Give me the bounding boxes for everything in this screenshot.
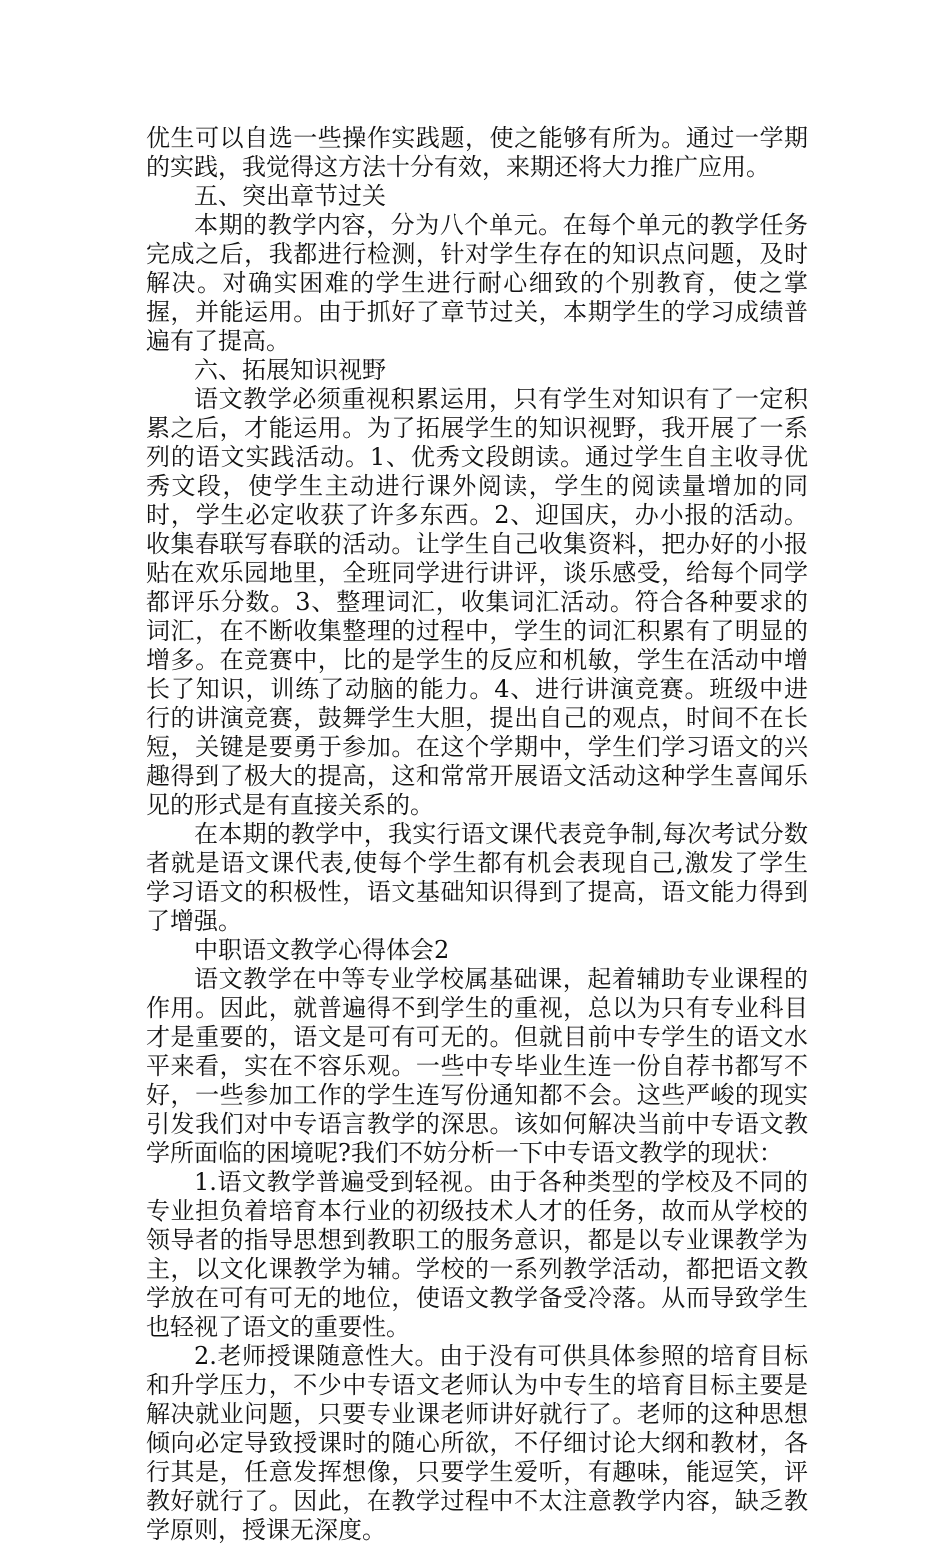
article-heading-2: 中职语文教学心得体会2 (194, 936, 450, 964)
section-heading-6: 六、拓展知识视野 (194, 356, 386, 384)
paragraph-point-2: 2.老师授课随意性大。由于没有可供具体参照的培育目标和升学压力，不少中专语文老师认为中专生的培育目标主要是解决就业问题，只要专业课老师讲好就行了。老师的这种思想倾向必定导致授课时的随心所欲，不仔细讨论大纲和教材，各行其是，任意发挥想像，只要学生爱听，有趣味，能逗笑，评教好就行了。因此，在教学过程中不太注意教学内容，缺乏教学原则，授课无深度。 (146, 1342, 808, 1544)
paragraph-section-5: 本期的教学内容，分为八个单元。在每个单元的教学任务完成之后，我都进行检测，针对学生存在的知识点问题，及时解决。对确实困难的学生进行耐心细致的个别教育，使之掌握，并能运用。由于抓好了章节过关，本期学生的学习成绩普遍有了提高。 (146, 211, 808, 355)
document-page (146, 124, 808, 1545)
paragraph-section-6: 语文教学必须重视积累运用，只有学生对知识有了一定积累之后，才能运用。为了拓展学生的知识视野，我开展了一系列的语文实践活动。1、优秀文段朗读。通过学生自主收寻优秀文段，使学生主动进行课外阅读，学生的阅读量增加的同时，学生必定收获了许多东西。2、迎国庆，办小报的活动。收集春联写春联的活动。让学生自己收集资料，把办好的小报贴在欢乐园地里，全班同学进行讲评，谈乐感受，给每个同学都评乐分数。3、整理词汇，收集词汇活动。符合各种要求的词汇，在不断收集整理的过程中，学生的词汇积累有了明显的增多。在竞赛中，比的是学生的反应和机敏，学生在活动中增长了知识，训练了动脑的能力。4、进行讲演竞赛。班级中进行的讲演竞赛，鼓舞学生大胆，提出自己的观点，时间不在长短，关键是要勇于参加。在这个学期中，学生们学习语文的兴趣得到了极大的提高，这和常常开展语文活动这种学生喜闻乐见的形式是有直接关系的。 (146, 385, 808, 819)
paragraph-point-1: 1.语文教学普遍受到轻视。由于各种类型的学校及不同的专业担负着培育本行业的初级技术人才的任务，故而从学校的领导者的指导思想到教职工的服务意识，都是以专业课教学为主，以文化课教学为辅。学校的一系列教学活动，都把语文教学放在可有可无的地位，使语文教学备受冷落。从而导致学生也轻视了语文的重要性。 (146, 1168, 808, 1341)
paragraph-intro: 优生可以自选一些操作实践题，使之能够有所为。通过一学期的实践，我觉得这方法十分有效，来期还将大力推广应用。 (146, 124, 808, 181)
paragraph-class-rep: 在本期的教学中，我实行语文课代表竞争制,每次考试分数者就是语文课代表,使每个学生都有机会表现自己,激发了学生学习语文的积极性，语文基础知识得到了提高，语文能力得到了增强。 (146, 820, 808, 935)
paragraph-article-2-intro: 语文教学在中等专业学校属基础课，起着辅助专业课程的作用。因此，就普遍得不到学生的重视，总以为只有专业科目才是重要的，语文是可有可无的。但就目前中专学生的语文水平来看，实在不容乐观。一些中专毕业生连一份自荐书都写不好，一些参加工作的学生连写份通知都不会。这些严峻的现实引发我们对中专语言教学的深思。该如何解决当前中专语文教学所面临的困境呢?我们不妨分析一下中专语文教学的现状： (146, 965, 808, 1167)
section-heading-5: 五、突出章节过关 (194, 182, 386, 210)
